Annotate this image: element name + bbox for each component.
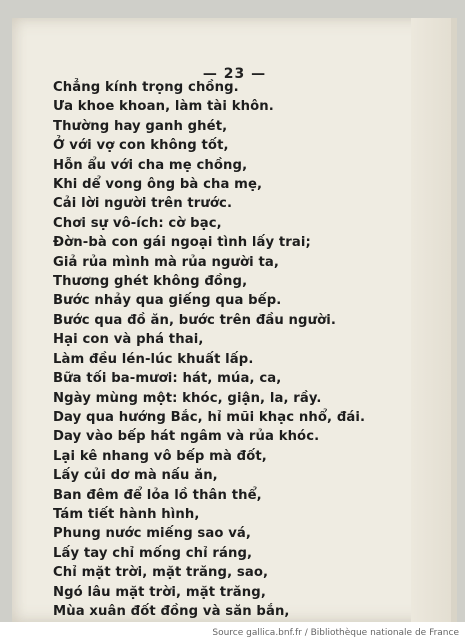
page-edge	[451, 18, 457, 622]
poem-line: Giả rủa mình mà rủa người ta,	[53, 254, 279, 270]
poem-line: Day qua hướng Bắc, hỉ mũi khạc nhổ, đái.	[53, 409, 366, 425]
poem-line: Chơi sự vô-ích: cờ bạc,	[53, 215, 222, 231]
poem-line: Tám tiết hành hình,	[53, 506, 200, 522]
poem-line: Ban đêm để lỏa lồ thân thể,	[53, 487, 262, 503]
source-credit: Source gallica.bnf.fr / Bibliothèque nationale de France	[212, 628, 459, 638]
poem-line: Hỗn ẩu với cha mẹ chồng,	[53, 157, 248, 173]
page-number: — 23 —	[202, 66, 267, 82]
poem-line: Bước nhảy qua giếng qua bếp.	[53, 293, 282, 309]
poem-line: Khi dể vong ông bà cha mẹ,	[53, 177, 263, 193]
poem-line: Làm đều lén-lúc khuất lấp.	[53, 351, 254, 367]
poem-line: Day vào bếp hát ngâm và rủa khóc.	[53, 429, 320, 445]
poem-line: Phung nước miếng sao vá,	[53, 526, 252, 542]
poem-line: Lại kê nhang vô bếp mà đốt,	[53, 448, 267, 464]
poem-line: Thương ghét không đồng,	[53, 274, 248, 290]
poem-line: Lấy tay chỉ mống chỉ ráng,	[53, 545, 253, 561]
poem-line: Bữa tối ba-mươi: hát, múa, ca,	[53, 371, 282, 387]
poem-line: Chẳng kính trọng chồng.	[53, 80, 239, 95]
poem-line: Lấy củi dơ mà nấu ăn,	[53, 468, 218, 484]
poem-line: Hại con và phá thai,	[53, 332, 204, 348]
poem-line: Mùa xuân đốt đồng và săn bắn,	[53, 603, 290, 619]
poem-line: Ở với vợ con không tốt,	[53, 138, 229, 154]
poem-line: Đờn-bà con gái ngoại tình lấy trai;	[53, 235, 311, 251]
poem-line: Bước qua đồ ăn, bước trên đầu người.	[53, 312, 336, 328]
poem-line: Chỉ mặt trời, mặt trăng, sao,	[53, 565, 269, 581]
poem-line: Ngó lâu mặt trời, mặt trăng,	[53, 584, 266, 600]
poem-line: Thường hay ganh ghét,	[53, 118, 228, 134]
poem-text	[53, 78, 433, 621]
poem-line: Ưa khoe khoan, làm tài khôn.	[53, 99, 274, 115]
poem-line: Ngày mùng một: khóc, giận, la, rầy.	[53, 390, 322, 406]
poem-line: Cải lời người trên trước.	[53, 196, 233, 212]
